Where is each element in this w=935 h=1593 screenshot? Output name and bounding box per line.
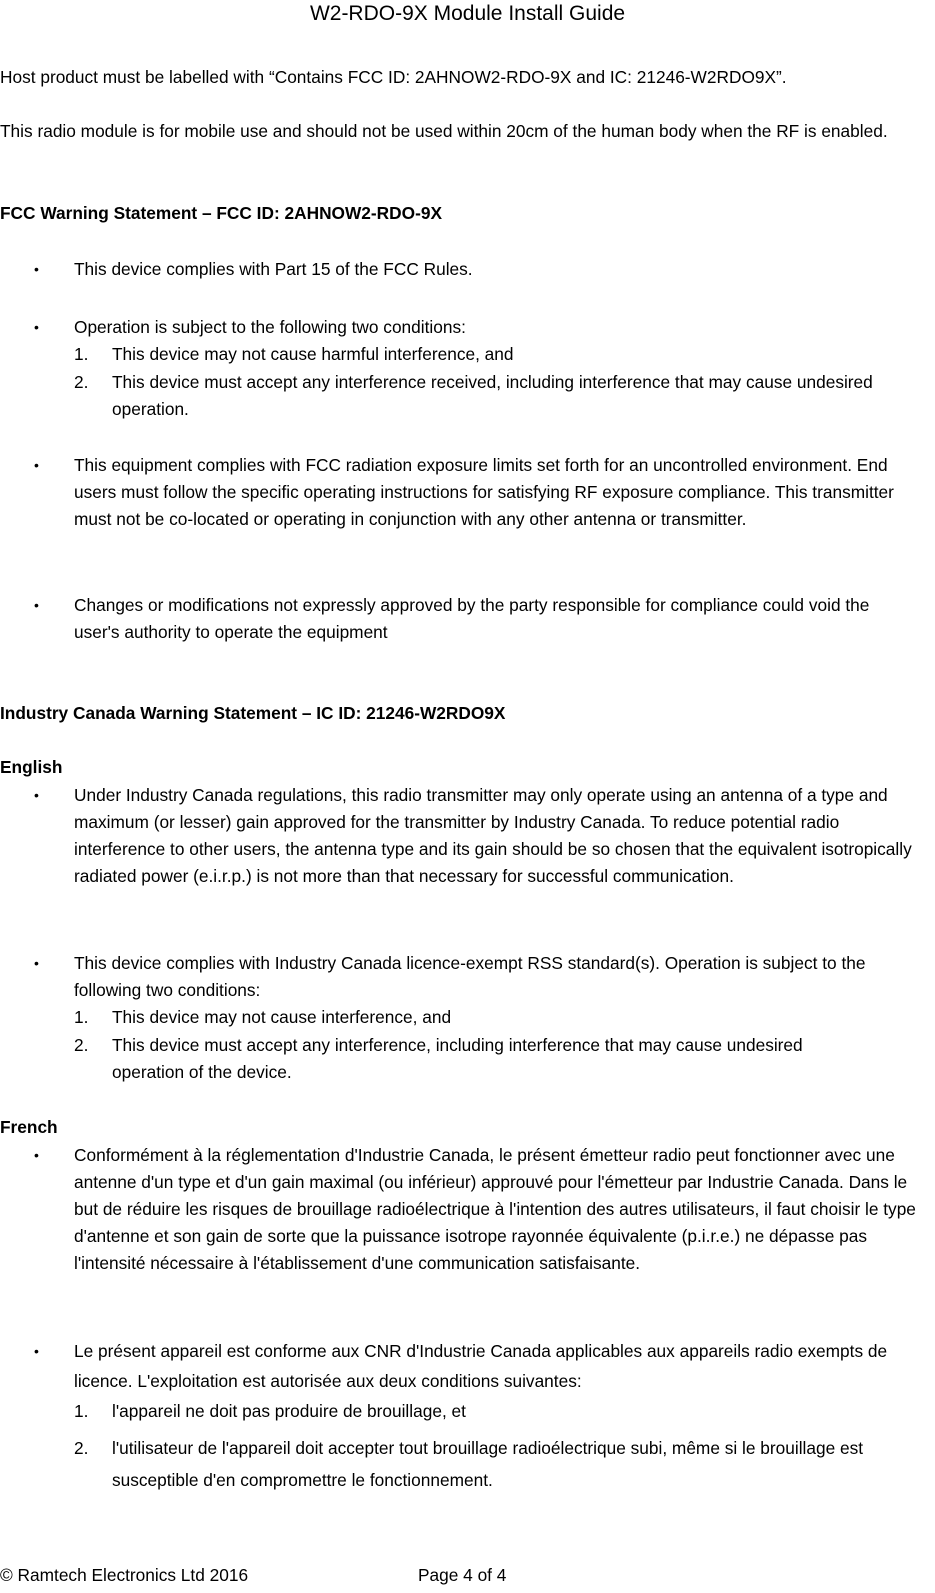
list-number: 2. — [74, 1035, 89, 1055]
bullet-text: Conformément à la réglementation d'Industrie Canada, le présent émetteur radio peut fonctionner avec une antenne d'un type et d'un gain maximal (ou inférieur) approuvé pour l'émetteur par Industrie Canada. Dans le but de réduire les risques de brouillage radioélectrique à l'intention des autres utilisateurs, il faut choisir le type d'antenne et son gain de sorte que la puissance isotrope rayonnée équivalente (p.i.r.e.) ne dépasse pas l'intensité nécessaire à l'établissement d'une communication satisfaisante. — [74, 1145, 916, 1273]
list-number: 1. — [74, 1401, 89, 1421]
mobile-use-paragraph: This radio module is for mobile use and should not be used within 20cm of the human body when the RF is enabled. — [0, 121, 888, 141]
list-text: l'appareil ne doit pas produire de brouillage, et — [112, 1401, 466, 1421]
bullet-text: Changes or modifications not expressly approved by the party responsible for compliance could void the user's authority to operate the equipment — [74, 595, 870, 642]
list-number: 1. — [74, 344, 89, 364]
footer-page-number: Page 4 of 4 — [418, 1565, 507, 1585]
bullet-icon: • — [34, 787, 39, 803]
host-label-paragraph: Host product must be labelled with “Contains FCC ID: 2AHNOW2-RDO-9X and IC: 21246-W2RDO9X”. — [0, 67, 787, 87]
list-number: 1. — [74, 1007, 89, 1027]
bullet-icon: • — [34, 457, 39, 473]
list-text: This device must accept any interference received, including interference that may cause undesired operation. — [112, 372, 873, 419]
bullet-text: Operation is subject to the following two conditions: — [74, 317, 466, 337]
bullet-icon: • — [34, 1147, 39, 1163]
list-number: 2. — [74, 1438, 89, 1458]
list-text: l'utilisateur de l'appareil doit accepter tout brouillage radioélectrique subi, même si le brouillage est susceptible d'en compromettre le fonctionnement. — [112, 1438, 864, 1490]
bullet-text: Le présent appareil est conforme aux CNR d'Industrie Canada applicables aux appareils radio exempts de licence. L'exploitation est autorisée aux deux conditions suivantes: — [74, 1341, 888, 1391]
fcc-heading: FCC Warning Statement – FCC ID: 2AHNOW2-RDO-9X — [0, 203, 442, 223]
french-heading: French — [0, 1117, 58, 1137]
list-text: This device must accept any interference, including interference that may cause undesired operation of the device. — [112, 1035, 803, 1082]
bullet-icon: • — [34, 319, 39, 335]
bullet-icon: • — [34, 955, 39, 971]
bullet-text: Under Industry Canada regulations, this radio transmitter may only operate using an antenna of a type and maximum (or lesser) gain approved for the transmitter by Industry Canada. To reduce potential radio interference to other users, the antenna type and its gain should be so chosen that the equivalent isotropically radiated power (e.i.r.p.) is not more than that necessary for successful communication. — [74, 785, 912, 886]
page-title: W2-RDO-9X Module Install Guide — [309, 2, 626, 25]
bullet-icon: • — [34, 1343, 39, 1359]
bullet-text: This device complies with Part 15 of the FCC Rules. — [74, 259, 473, 279]
bullet-text: This device complies with Industry Canada licence-exempt RSS standard(s). Operation is subject to the following two conditions: — [74, 953, 866, 1000]
bullet-text: This equipment complies with FCC radiation exposure limits set forth for an uncontrolled environment. End users must follow the specific operating instructions for satisfying RF exposure compliance. This transmitter must not be co-located or operating in conjunction with any other antenna or transmitter. — [74, 455, 894, 529]
ic-heading: Industry Canada Warning Statement – IC ID: 21246-W2RDO9X — [0, 703, 506, 723]
footer-copyright: © Ramtech Electronics Ltd 2016 — [0, 1565, 249, 1585]
english-heading: English — [0, 757, 63, 777]
bullet-icon: • — [34, 261, 39, 277]
list-number: 2. — [74, 372, 89, 392]
bullet-icon: • — [34, 597, 39, 613]
list-text: This device may not cause harmful interference, and — [112, 344, 514, 364]
list-text: This device may not cause interference, and — [112, 1007, 452, 1027]
